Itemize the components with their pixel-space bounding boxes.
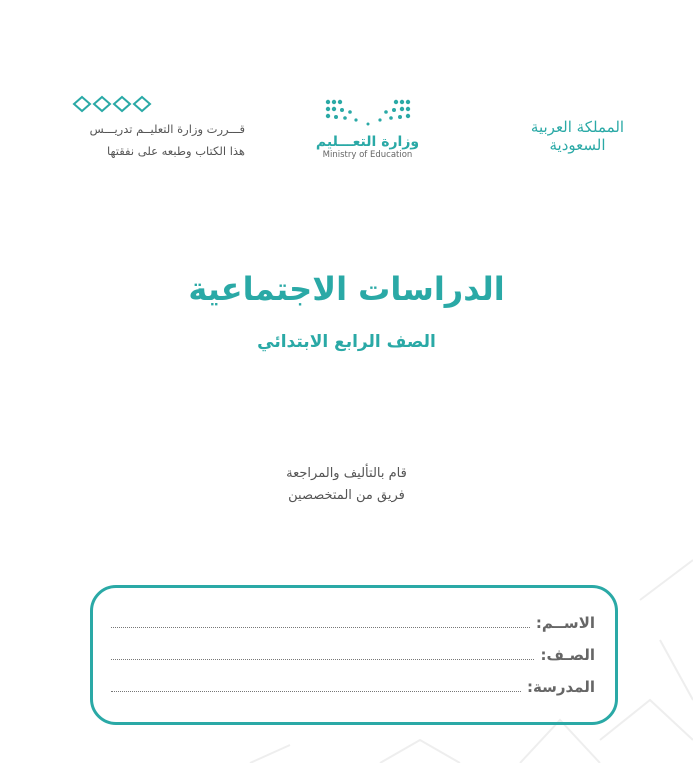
class-dotted-line[interactable] <box>111 647 534 660</box>
authors-line-2: فريق من المتخصصين <box>288 488 405 503</box>
class-label: الصـف: <box>540 646 595 664</box>
school-field[interactable] <box>111 678 595 696</box>
approval-line-1: قـــررت وزارة التعليــم تدريـــس <box>89 122 245 136</box>
authors-credit <box>0 463 693 507</box>
ministry-logo <box>300 98 435 160</box>
ministry-name-english: Ministry of Education <box>322 150 413 160</box>
kingdom-calligraphy-logo: المملكة العربية السعودية <box>530 118 625 154</box>
class-field[interactable] <box>111 646 595 664</box>
student-info-box <box>90 585 618 725</box>
school-dotted-line[interactable] <box>111 679 521 692</box>
approval-statement <box>60 118 245 162</box>
approval-line-2: هذا الكتاب وطبعه على نفقتها <box>106 144 245 158</box>
authors-line-1: قام بالتأليف والمراجعة <box>286 466 407 481</box>
school-label: المدرسة: <box>527 678 595 696</box>
name-dotted-line[interactable] <box>111 615 530 628</box>
book-title: الدراسات الاجتماعية <box>188 270 505 308</box>
name-label: الاســم: <box>535 614 595 632</box>
name-field[interactable] <box>111 614 595 632</box>
approval-diamonds-icon <box>72 95 158 113</box>
ministry-name-arabic: وزارة التعـــليم <box>315 134 420 150</box>
ministry-dots-icon <box>323 98 413 128</box>
grade-level: الصف الرابع الابتدائي <box>257 332 436 352</box>
